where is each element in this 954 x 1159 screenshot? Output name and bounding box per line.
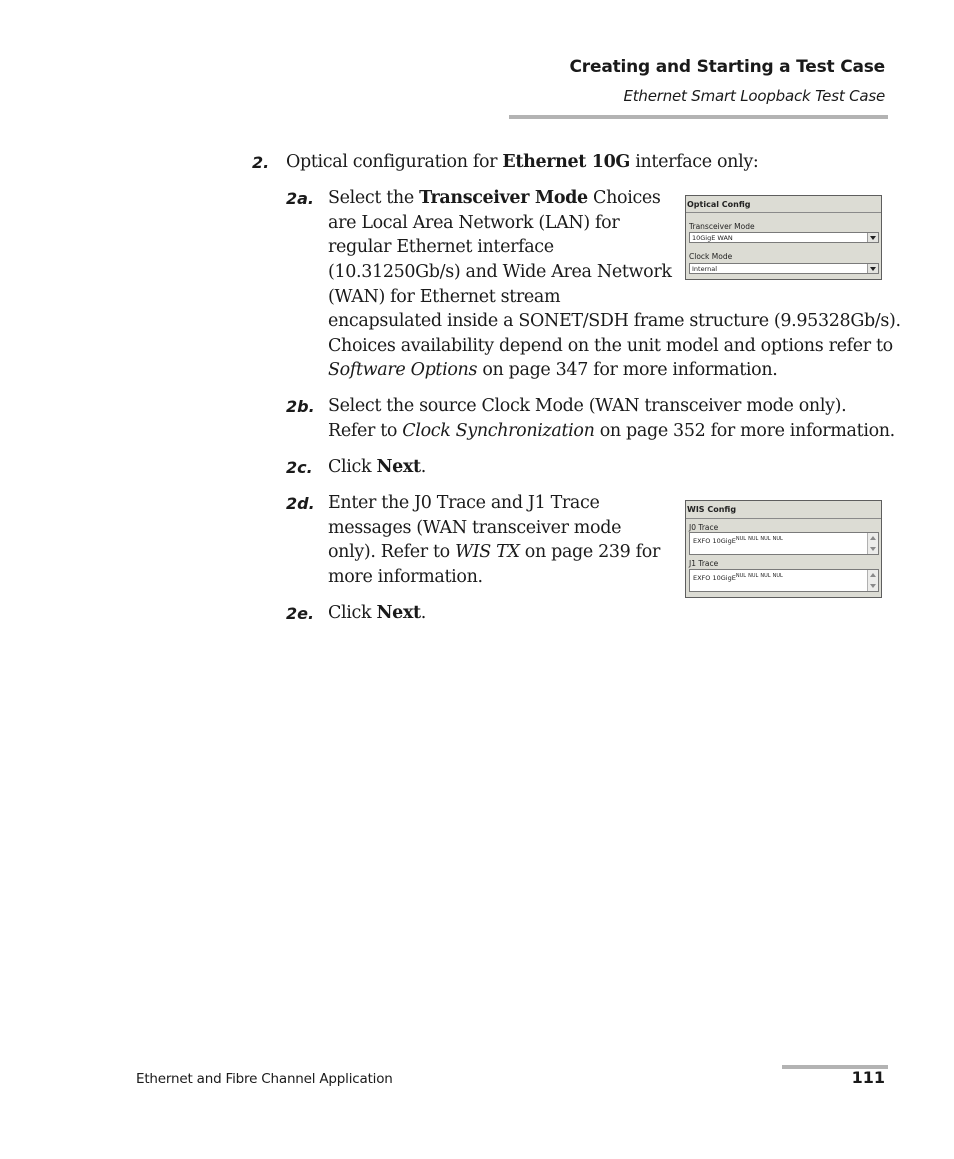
substep-text-line: Enter the J0 Trace and J1 Trace <box>328 493 600 513</box>
substep-text-line: Software Options on page 347 for more information. <box>328 360 778 380</box>
header-rule <box>509 115 888 119</box>
scroll-down-icon[interactable] <box>870 547 876 551</box>
panel-title: Optical Config <box>687 200 751 209</box>
substep-number: 2e. <box>286 604 315 623</box>
chevron-down-icon[interactable] <box>867 264 878 273</box>
step-text: Optical configuration for Ethernet 10G interface only: <box>286 152 759 172</box>
panel-divider <box>686 212 881 213</box>
step-number: 2. <box>252 153 270 172</box>
wis-config-panel <box>685 500 882 598</box>
scroll-up-icon[interactable] <box>870 573 876 577</box>
scroll-up-icon[interactable] <box>870 536 876 540</box>
j1-trace-input[interactable] <box>689 569 879 592</box>
j1-trace-value: EXFO 10GigE$^{NUL}$ $^{NUL}$ $^{NUL}$ $^{NUL}$ <box>693 573 783 583</box>
substep-number: 2c. <box>286 458 313 477</box>
substep-text-line: only). Refer to WIS TX on page 239 for <box>328 542 660 562</box>
substep-text-line: encapsulated inside a SONET/SDH frame structure (9.95328Gb/s). <box>328 311 901 331</box>
scroll-down-icon[interactable] <box>870 584 876 588</box>
chevron-down-icon[interactable] <box>867 233 878 242</box>
substep-text-line: (10.31250Gb/s) and Wide Area Network <box>328 262 672 282</box>
optical-config-panel <box>685 195 882 280</box>
substep-text-line: Click Next. <box>328 457 426 477</box>
substep-text-line: more information. <box>328 567 483 587</box>
substep-text-line: Choices availability depend on the unit model and options refer to <box>328 336 893 356</box>
substep-text-line: Select the source Clock Mode (WAN transceiver mode only). <box>328 396 847 416</box>
substep-number: 2b. <box>286 397 315 416</box>
page-number: 111 <box>851 1068 885 1087</box>
clock-mode-dropdown[interactable] <box>689 263 879 274</box>
footer-book-title: Ethernet and Fibre Channel Application <box>136 1071 393 1087</box>
substep-text-line: messages (WAN transceiver mode <box>328 518 622 538</box>
j0-trace-value: EXFO 10GigE$^{NUL}$ $^{NUL}$ $^{NUL}$ $^{NUL}$ <box>693 536 783 546</box>
j0-trace-label: J0 Trace <box>689 523 719 532</box>
running-header-subtitle: Ethernet Smart Loopback Test Case <box>623 87 885 105</box>
transceiver-mode-dropdown[interactable] <box>689 232 879 243</box>
substep-number: 2a. <box>286 189 315 208</box>
clock-mode-label: Clock Mode <box>689 252 733 261</box>
substep-text-line: Select the Transceiver Mode Choices <box>328 188 661 208</box>
panel-divider <box>686 518 881 519</box>
j1-trace-label: J1 Trace <box>689 559 719 568</box>
substep-text-line: Refer to Clock Synchronization on page 352 for more information. <box>328 421 895 441</box>
transceiver-mode-value: 10GigE WAN <box>692 234 733 242</box>
scrollbar[interactable] <box>867 533 878 554</box>
scrollbar[interactable] <box>867 570 878 591</box>
running-header-title: Creating and Starting a Test Case <box>569 57 885 77</box>
substep-text-line: are Local Area Network (LAN) for <box>328 213 620 233</box>
substep-text-line: Click Next. <box>328 603 426 623</box>
transceiver-mode-label: Transceiver Mode <box>689 222 755 231</box>
substep-text-line: (WAN) for Ethernet stream <box>328 287 561 307</box>
j0-trace-input[interactable] <box>689 532 879 555</box>
clock-mode-value: Internal <box>692 265 718 273</box>
substep-number: 2d. <box>286 494 315 513</box>
panel-title: WIS Config <box>687 505 737 514</box>
substep-text-line: regular Ethernet interface <box>328 237 554 257</box>
